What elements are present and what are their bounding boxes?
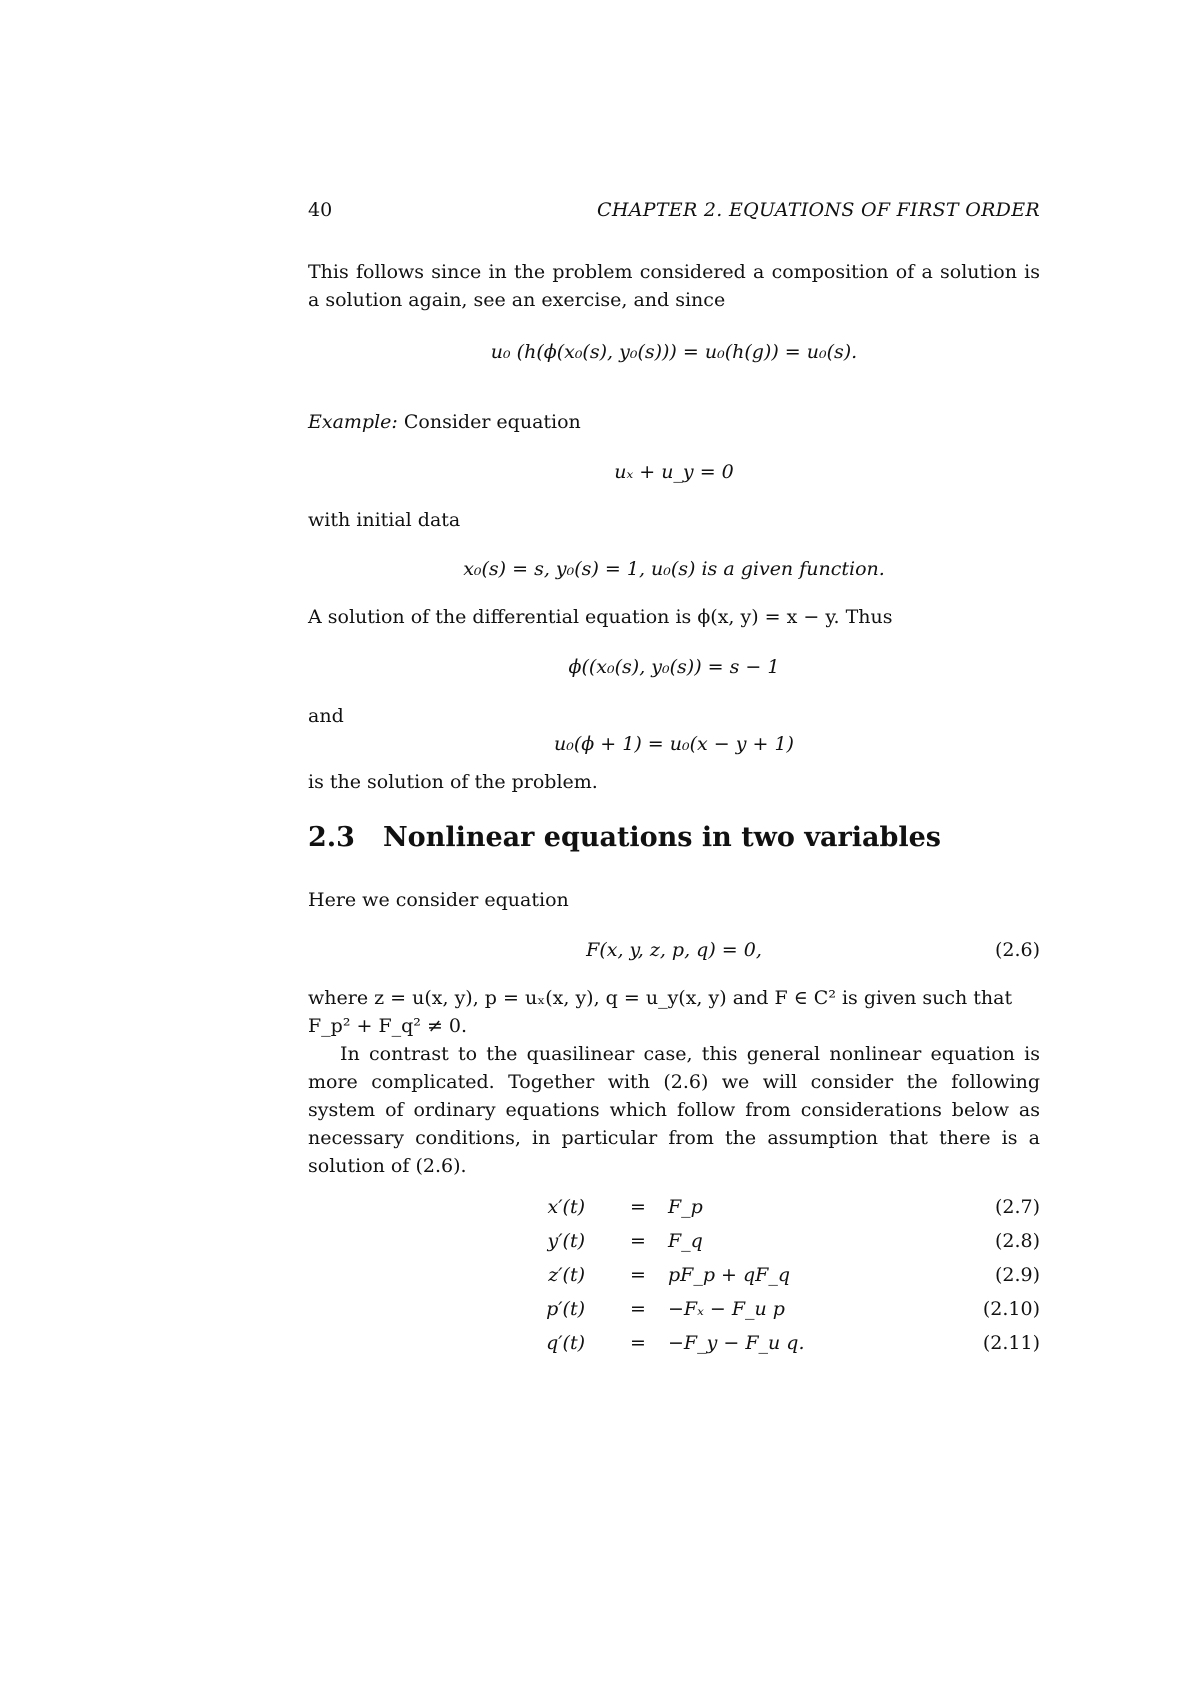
paragraph-is-solution: is the solution of the problem.: [308, 771, 598, 793]
equation-2-6: F(x, y, z, p, q) = 0,: [586, 939, 762, 961]
section-heading: [308, 822, 941, 853]
system-rhs-3: −Fₓ − F_u p: [668, 1298, 785, 1320]
system-eq-0: =: [630, 1196, 646, 1218]
paragraph-initial-data: with initial data: [308, 509, 461, 531]
system-eq-3: =: [630, 1298, 646, 1320]
running-head: CHAPTER 2. EQUATIONS OF FIRST ORDER: [597, 199, 1040, 221]
system-rhs-1: F_q: [668, 1230, 703, 1252]
equation-number-2-11: (2.11): [982, 1332, 1040, 1354]
example-label: Example:: [308, 411, 398, 433]
system-eq-4: =: [630, 1332, 646, 1354]
paragraph-solution: A solution of the differential equation is ϕ(x, y) = x − y. Thus: [308, 606, 893, 628]
system-rhs-2: pF_p + qF_q: [668, 1264, 791, 1286]
example-text: Consider equation: [397, 411, 581, 433]
paragraph-contrast: In contrast to the quasilinear case, this general nonlinear equation is more complicated. Together with (2.6) we will consider the following system of ordinary equations which follow from considerations below as necessary conditions, in particular from the assumption that there is a solution of (2.6).: [308, 1043, 1040, 1177]
system-eq-1: =: [630, 1230, 646, 1252]
equation-number-2-8: (2.8): [994, 1230, 1040, 1252]
section-title: Nonlinear equations in two variables: [383, 822, 941, 853]
paragraph-here: Here we consider equation: [308, 889, 569, 911]
section-number: 2.3: [308, 822, 355, 853]
paragraph-where-line1: where z = u(x, y), p = uₓ(x, y), q = u_y(x, y) and F ∈ C² is given such that: [308, 987, 1013, 1009]
equation-number-2-9: (2.9): [994, 1264, 1040, 1286]
equation-initial-data: x₀(s) = s, y₀(s) = 1, u₀(s) is a given function.: [463, 558, 885, 580]
paragraph-where-line2: F_p² + F_q² ≠ 0.: [308, 1015, 468, 1037]
equation-number-2-6: (2.6): [994, 939, 1040, 961]
example-paragraph: [308, 408, 581, 436]
paragraph-composition: This follows since in the problem considered a composition of a solution is a solution again, see an exercise, and since: [308, 261, 1040, 311]
equation-phi: ϕ((x₀(s), y₀(s)) = s − 1: [568, 656, 780, 678]
equation-number-2-10: (2.10): [982, 1298, 1040, 1320]
paragraph-and: and: [308, 705, 344, 727]
system-rhs-0: F_p: [668, 1196, 703, 1218]
equation-u0: u₀(ϕ + 1) = u₀(x − y + 1): [554, 733, 794, 755]
system-eq-2: =: [630, 1264, 646, 1286]
equation-composition: u₀ (h(ϕ(x₀(s), y₀(s))) = u₀(h(g)) = u₀(s).: [490, 341, 858, 363]
page-number: 40: [308, 199, 333, 221]
equation-transport: uₓ + u_y = 0: [614, 461, 734, 483]
system-rhs-4: −F_y − F_u q.: [668, 1332, 805, 1354]
equation-number-2-7: (2.7): [994, 1196, 1040, 1218]
